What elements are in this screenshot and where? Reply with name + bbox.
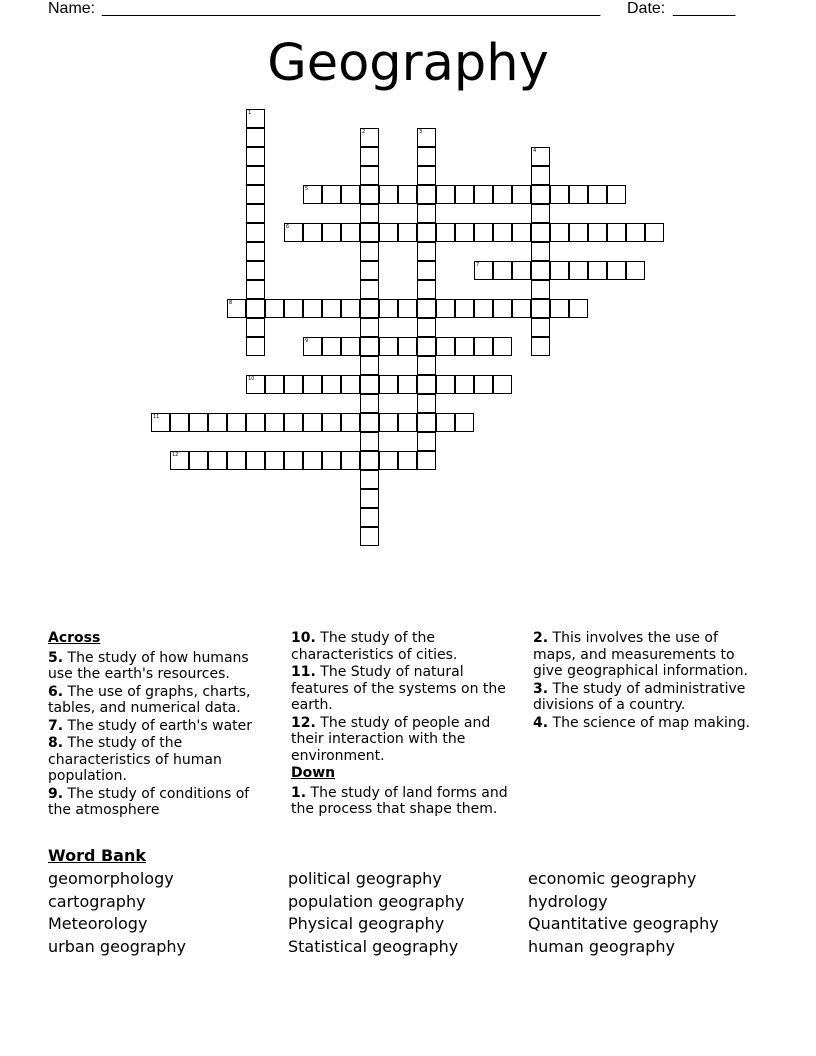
- crossword-cell: [455, 337, 474, 356]
- crossword-cell: [284, 299, 303, 318]
- crossword-cell: [379, 337, 398, 356]
- crossword-cell: [360, 470, 379, 489]
- crossword-cell: [474, 337, 493, 356]
- crossword-cell: [626, 261, 645, 280]
- crossword-cell: [360, 166, 379, 185]
- crossword-cell: [474, 375, 493, 394]
- crossword-cell: [550, 261, 569, 280]
- crossword-cell: [588, 185, 607, 204]
- clue-number: 5: [305, 186, 309, 192]
- crossword-cell: [360, 261, 379, 280]
- crossword-cell: [379, 375, 398, 394]
- word-bank-item: political geography: [288, 869, 442, 888]
- crossword-cell: [512, 223, 531, 242]
- crossword-cell: [360, 508, 379, 527]
- date-field-line: _______: [673, 0, 736, 17]
- across-heading: Across: [48, 630, 101, 646]
- clue-number: 11: [153, 414, 160, 420]
- across-clue: 6. The use of graphs, charts, tables, and numerical data.: [48, 683, 251, 716]
- crossword-cell: [360, 356, 379, 375]
- clue-number: 8: [229, 300, 233, 306]
- clue-column-3: [533, 630, 765, 732]
- crossword-cell: [607, 261, 626, 280]
- crossword-cell: [569, 185, 588, 204]
- name-label: Name:: [48, 0, 96, 17]
- crossword-cell: [531, 147, 550, 166]
- crossword-cell: [398, 413, 417, 432]
- crossword-cell: [417, 166, 436, 185]
- crossword-cell: [531, 223, 550, 242]
- word-bank-column-2: [288, 868, 464, 959]
- crossword-cell: [341, 413, 360, 432]
- crossword-cell: [360, 375, 379, 394]
- crossword-cell: [303, 375, 322, 394]
- crossword-cell: [360, 489, 379, 508]
- crossword-cell: [360, 242, 379, 261]
- word-bank-item: Physical geography: [288, 914, 445, 934]
- crossword-cell: [246, 337, 265, 356]
- crossword-cell: [493, 337, 512, 356]
- crossword-cell: [379, 299, 398, 318]
- crossword-cell: [246, 166, 265, 185]
- crossword-cell: [626, 223, 645, 242]
- crossword-cell: [417, 375, 436, 394]
- crossword-cell: [341, 375, 360, 394]
- crossword-cell: [360, 432, 379, 451]
- crossword-cell: [265, 413, 284, 432]
- crossword-cell: [322, 185, 341, 204]
- crossword-cell: [341, 451, 360, 470]
- crossword-cell: [569, 261, 588, 280]
- down-clue: 1. The study of land forms and the process that shape them.: [291, 784, 508, 817]
- crossword-cell: [417, 242, 436, 261]
- crossword-cell: [493, 261, 512, 280]
- crossword-cell: [246, 242, 265, 261]
- crossword-cell: [607, 223, 626, 242]
- crossword-cell: [246, 413, 265, 432]
- crossword-cell: [417, 432, 436, 451]
- crossword-cell: [265, 299, 284, 318]
- crossword-cell: [360, 147, 379, 166]
- crossword-cell: [246, 299, 265, 318]
- crossword-cell: [322, 299, 341, 318]
- crossword-cell: [246, 261, 265, 280]
- crossword-cell: [265, 375, 284, 394]
- page-title: Geography: [267, 34, 549, 93]
- clue-number: 2: [362, 129, 366, 135]
- crossword-cell: [436, 223, 455, 242]
- crossword-cell: [246, 204, 265, 223]
- word-bank-column-3: [528, 868, 719, 959]
- crossword-cell: [531, 204, 550, 223]
- crossword-cell: [189, 413, 208, 432]
- crossword-cell: [474, 223, 493, 242]
- crossword-cell: [360, 128, 379, 147]
- word-bank-item: economic geography: [528, 869, 697, 888]
- crossword-cell: [417, 318, 436, 337]
- crossword-cell: [550, 185, 569, 204]
- crossword-cell: [303, 185, 322, 204]
- date-label: Date:: [627, 0, 666, 17]
- crossword-cell: [493, 299, 512, 318]
- crossword-cell: [512, 299, 531, 318]
- crossword-cell: [474, 185, 493, 204]
- crossword-cell: [246, 109, 265, 128]
- crossword-cell: [569, 299, 588, 318]
- crossword-cell: [322, 337, 341, 356]
- clue-number: 4: [533, 148, 537, 154]
- crossword-cell: [417, 128, 436, 147]
- crossword-cell: [569, 223, 588, 242]
- word-bank-item: cartography: [48, 891, 146, 911]
- crossword-cell: [436, 299, 455, 318]
- crossword-cell: [227, 413, 246, 432]
- word-bank-item: urban geography: [48, 937, 186, 957]
- clue-number: 9: [305, 338, 309, 344]
- crossword-cell: [151, 413, 170, 432]
- crossword-cell: [360, 337, 379, 356]
- crossword-cell: [303, 413, 322, 432]
- across-clue: 10. The study of the characteristics of cities.: [291, 630, 458, 663]
- crossword-cell: [265, 451, 284, 470]
- crossword-cell: [455, 375, 474, 394]
- crossword-cell: [531, 299, 550, 318]
- crossword-cell: [360, 280, 379, 299]
- crossword-cell: [607, 185, 626, 204]
- crossword-cell: [360, 527, 379, 546]
- crossword-cell: [322, 223, 341, 242]
- crossword-cell: [436, 413, 455, 432]
- crossword-cell: [189, 451, 208, 470]
- crossword-cell: [474, 299, 493, 318]
- crossword-cell: [417, 147, 436, 166]
- crossword-cell: [360, 223, 379, 242]
- crossword-cell: [208, 413, 227, 432]
- crossword-cell: [417, 280, 436, 299]
- crossword-cell: [531, 185, 550, 204]
- crossword-cell: [436, 185, 455, 204]
- crossword-cell: [550, 299, 569, 318]
- crossword-cell: [398, 337, 417, 356]
- crossword-cell: [246, 375, 265, 394]
- crossword-cell: [455, 299, 474, 318]
- crossword-cell: [246, 318, 265, 337]
- crossword-cell: [284, 375, 303, 394]
- crossword-cell: [303, 451, 322, 470]
- crossword-cell: [436, 337, 455, 356]
- crossword-cell: [531, 280, 550, 299]
- clue-column-1: [48, 630, 270, 820]
- crossword-cell: [398, 451, 417, 470]
- crossword-cell: [493, 375, 512, 394]
- crossword-cell: [360, 185, 379, 204]
- word-bank-item: human geography: [528, 937, 675, 957]
- crossword-cell: [398, 375, 417, 394]
- crossword-cell: [303, 223, 322, 242]
- crossword-cell: [417, 223, 436, 242]
- crossword-cell: [303, 337, 322, 356]
- crossword-cell: [417, 356, 436, 375]
- crossword-cell: [360, 451, 379, 470]
- crossword-cell: [379, 185, 398, 204]
- crossword-cell: [379, 451, 398, 470]
- crossword-cell: [360, 413, 379, 432]
- word-bank-item: geomorphology: [48, 869, 174, 888]
- crossword-cell: [208, 451, 227, 470]
- clue-number: 12: [172, 452, 179, 458]
- crossword-cell: [341, 337, 360, 356]
- crossword-cell: [417, 413, 436, 432]
- crossword-cell: [341, 185, 360, 204]
- crossword-cell: [284, 451, 303, 470]
- crossword-cell: [417, 299, 436, 318]
- crossword-cell: [588, 261, 607, 280]
- crossword-cell: [246, 147, 265, 166]
- crossword-cell: [417, 185, 436, 204]
- across-clue: 8. The study of the characteristics of human population.: [48, 735, 222, 784]
- clue-number: 7: [476, 262, 480, 268]
- crossword-cell: [398, 185, 417, 204]
- crossword-cell: [512, 185, 531, 204]
- crossword-cell: [531, 318, 550, 337]
- crossword-cell: [227, 451, 246, 470]
- word-bank-item: Meteorology: [48, 914, 148, 934]
- across-clue: 5. The study of how humans use the earth's resources.: [48, 649, 249, 682]
- crossword-cell: [455, 185, 474, 204]
- word-bank-item: Statistical geography: [288, 937, 459, 957]
- down-heading: Down: [291, 765, 336, 781]
- crossword-cell: [284, 413, 303, 432]
- crossword-cell: [474, 261, 493, 280]
- crossword-cell: [417, 451, 436, 470]
- crossword-cell: [379, 223, 398, 242]
- crossword-cell: [455, 413, 474, 432]
- crossword-cell: [531, 166, 550, 185]
- crossword-cell: [303, 299, 322, 318]
- word-bank-title: Word Bank: [48, 846, 147, 865]
- crossword-cell: [284, 223, 303, 242]
- word-bank-item: Quantitative geography: [528, 914, 719, 934]
- crossword-cell: [417, 394, 436, 413]
- crossword-cell: [341, 223, 360, 242]
- down-clue: 3. The study of administrative divisions of a country.: [533, 680, 746, 713]
- crossword-cell: [322, 375, 341, 394]
- clue-number: 3: [419, 129, 423, 135]
- crossword-cell: [531, 242, 550, 261]
- crossword-cell: [246, 451, 265, 470]
- clue-number: 1: [248, 110, 252, 116]
- crossword-cell: [493, 185, 512, 204]
- crossword-cell: [398, 299, 417, 318]
- word-bank-column-1: [48, 868, 186, 959]
- across-clue: 12. The study of people and their interaction with the environment.: [291, 714, 491, 764]
- crossword-cell: [360, 318, 379, 337]
- crossword-cell: [246, 280, 265, 299]
- crossword-cell: [417, 261, 436, 280]
- crossword-cell: [170, 413, 189, 432]
- crossword-cell: [398, 223, 417, 242]
- crossword-cell: [246, 185, 265, 204]
- clue-number: 6: [286, 224, 290, 230]
- crossword-cell: [531, 261, 550, 280]
- crossword-cell: [588, 223, 607, 242]
- across-clue: 11. The Study of natural features of the systems on the earth.: [291, 664, 506, 713]
- crossword-cell: [360, 394, 379, 413]
- crossword-cell: [493, 223, 512, 242]
- crossword-cell: [645, 223, 664, 242]
- crossword-cell: [246, 128, 265, 147]
- crossword-cell: [379, 413, 398, 432]
- crossword-cell: [512, 261, 531, 280]
- across-clue: 7. The study of earth's water: [48, 717, 253, 734]
- name-field-line: ________________________________________________________: [102, 0, 601, 17]
- word-bank-item: hydrology: [528, 891, 608, 911]
- down-clue: 4. The science of map making.: [533, 714, 751, 731]
- crossword-cell: [455, 223, 474, 242]
- crossword-cell: [322, 413, 341, 432]
- crossword-cell: [550, 223, 569, 242]
- crossword-cell: [360, 299, 379, 318]
- down-clue: 2. This involves the use of maps, and measurements to give geographical information.: [533, 630, 748, 679]
- crossword-cell: [170, 451, 189, 470]
- across-clue: 9. The study of conditions of the atmosphere: [48, 785, 250, 818]
- crossword-cell: [360, 204, 379, 223]
- crossword-cell: [436, 375, 455, 394]
- crossword-cell: [341, 299, 360, 318]
- crossword-cell: [246, 223, 265, 242]
- clue-column-2: [291, 630, 517, 819]
- word-bank-item: population geography: [288, 891, 465, 911]
- crossword-cell: [227, 299, 246, 318]
- crossword-cell: [417, 204, 436, 223]
- crossword-cell: [417, 337, 436, 356]
- crossword-cell: [322, 451, 341, 470]
- clue-number: 10: [248, 376, 255, 382]
- crossword-cell: [531, 337, 550, 356]
